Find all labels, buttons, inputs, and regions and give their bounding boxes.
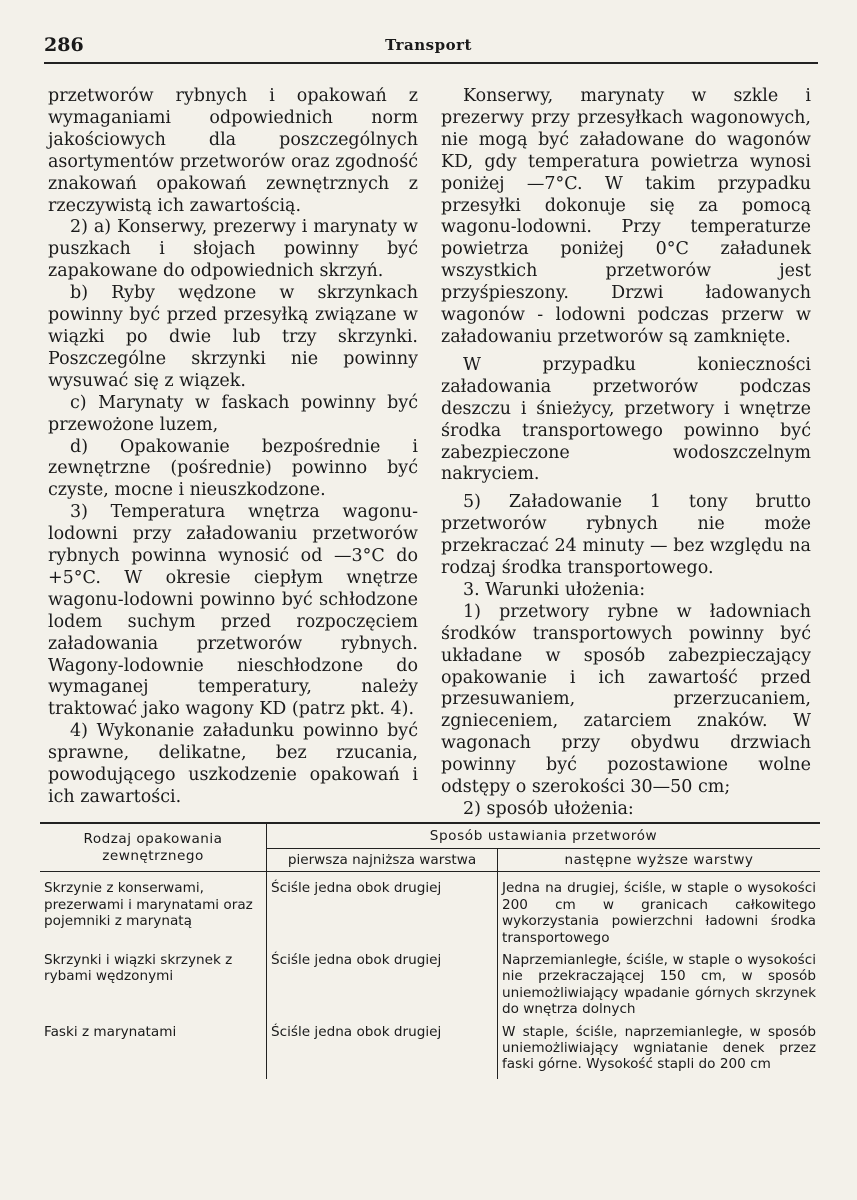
page-header [0, 0, 857, 70]
running-title: Transport [385, 36, 472, 54]
cell-packaging: Skrzynki i wiązki skrzynek z rybami wędzonymi [40, 952, 267, 1024]
paragraph: d) Opakowanie bezpośrednie i zewnętrzne (pośrednie) powinno być czyste, mocne i nieuszkodzone. [48, 436, 418, 501]
paragraph: 5) Załadowanie 1 tony brutto przetworów rybnych nie może przekraczać 24 minuty — bez względu na rodzaj środka transportowego. [441, 492, 811, 579]
table-row [40, 952, 820, 1024]
page-number: 286 [44, 34, 84, 56]
stacking-table-wrap [40, 822, 820, 1079]
header-next-layers: następne wyższe warstwy [498, 849, 821, 872]
header-first-layer: pierwsza najniższa warstwa [267, 849, 498, 872]
right-column [441, 86, 811, 821]
left-column [48, 86, 418, 809]
cell-packaging: Faski z marynatami [40, 1024, 267, 1079]
cell-first-layer: Ściśle jedna obok drugiej [267, 952, 498, 1024]
paragraph: 3) Temperatura wnętrza wagonu-lodowni przy załadowaniu przetworów rybnych powinna wynosić od —3°C do +5°C. W okresie ciepłym wnętrze wagonu-lodowni powinno być schłodzone lodem suchym przed rozpoczęciem załadowania przetworów rybnych. Wagony-lodownie nieschłodzone do wymaganej temperatury, należy traktować jako wagony KD (patrz pkt. 4). [48, 502, 418, 720]
cell-next-layers: Naprzemianległe, ściśle, w staple o wysokości nie przekraczającej 150 cm, w sposób uniemożliwiający wpadanie górnych skrzynek do wnętrza dolnych [502, 952, 816, 1018]
section-heading: 3. Warunki ułożenia: [463, 579, 646, 600]
header-group-stacking: Sposób ustawiania przetworów [267, 824, 821, 849]
paragraph: 1) przetwory rybne w ładowniach środków transportowych powinny być układane w sposób zabezpieczający opakowanie i ich zawartość przed przesuwaniem, przerzucaniem, zgnieceniem, zatarciem znaków. W wagonach przy obydwu drzwiach powinny być pozostawione wolne odstępy o szerokości 30—50 cm; [441, 601, 811, 798]
cell-first-layer: Ściśle jedna obok drugiej [267, 1024, 498, 1079]
table-row [40, 872, 820, 952]
cell-next-layers: Jedna na drugiej, ściśle, w staple o wysokości 200 cm w granicach całkowitego wykorzystania powierzchni ładowni środka transportowego [502, 880, 816, 946]
header-rule [44, 62, 818, 64]
table-row [40, 1024, 820, 1079]
paragraph: W przypadku konieczności załadowania przetworów podczas deszczu i śnieżycy, przetwory i wnętrze środka transportowego powinno być zabezpieczone wodoszczelnym nakryciem. [441, 354, 811, 485]
cell-first-layer: Ściśle jedna obok drugiej [267, 872, 498, 952]
header-packaging-type: Rodzaj opakowania zewnętrznego [40, 824, 267, 872]
stacking-table [40, 824, 820, 1079]
paragraph: przetworów rybnych i opakowań z wymaganiami odpowiednich norm jakościowych dla poszczególnych asortymentów przetworów oraz zgodność znakowań opakowań zewnętrznych z rzeczywistą ich zawartością. [48, 86, 418, 216]
paragraph: c) Marynaty w faskach powinny być przewożone luzem, [48, 392, 418, 435]
cell-packaging: Skrzynie z konserwami, prezerwami i marynatami oraz pojemniki z marynatą [40, 872, 267, 952]
paragraph: 2) sposób ułożenia: [463, 799, 634, 819]
paragraph: b) Ryby wędzone w skrzynkach powinny być przed przesyłką związane w wiązki po dwie lub trzy skrzynki. Poszczególne skrzynki nie powinny wysuwać się z wiązek. [48, 283, 418, 391]
cell-next-layers: W staple, ściśle, naprzemianległe, w sposób uniemożliwiający wgniatanie denek przez faski górne. Wysokość stapli do 200 cm [502, 1023, 816, 1073]
paragraph: 2) a) Konserwy, prezerwy i marynaty w puszkach i słojach powinny być zapakowane do odpowiednich skrzyń. [48, 217, 418, 282]
paragraph: 4) Wykonanie załadunku powinno być sprawne, delikatne, bez rzucania, powodującego uszkodzenie opakowań i ich zawartości. [48, 721, 418, 807]
paragraph: Konserwy, marynaty w szkle i prezerwy przy przesyłkach wagonowych, nie mogą być załadowane do wagonów KD, gdy temperatura powietrza wynosi poniżej —7°C. W takim przypadku przesyłki dokonuje się za pomocą wagonu-lodowni. Przy temperaturze powietrza poniżej 0°C załadunek wszystkich przetworów jest przyśpieszony. Drzwi ładowanych wagonów - lodowni podczas przerw w załadowaniu przetworów są zamknięte. [441, 86, 811, 347]
